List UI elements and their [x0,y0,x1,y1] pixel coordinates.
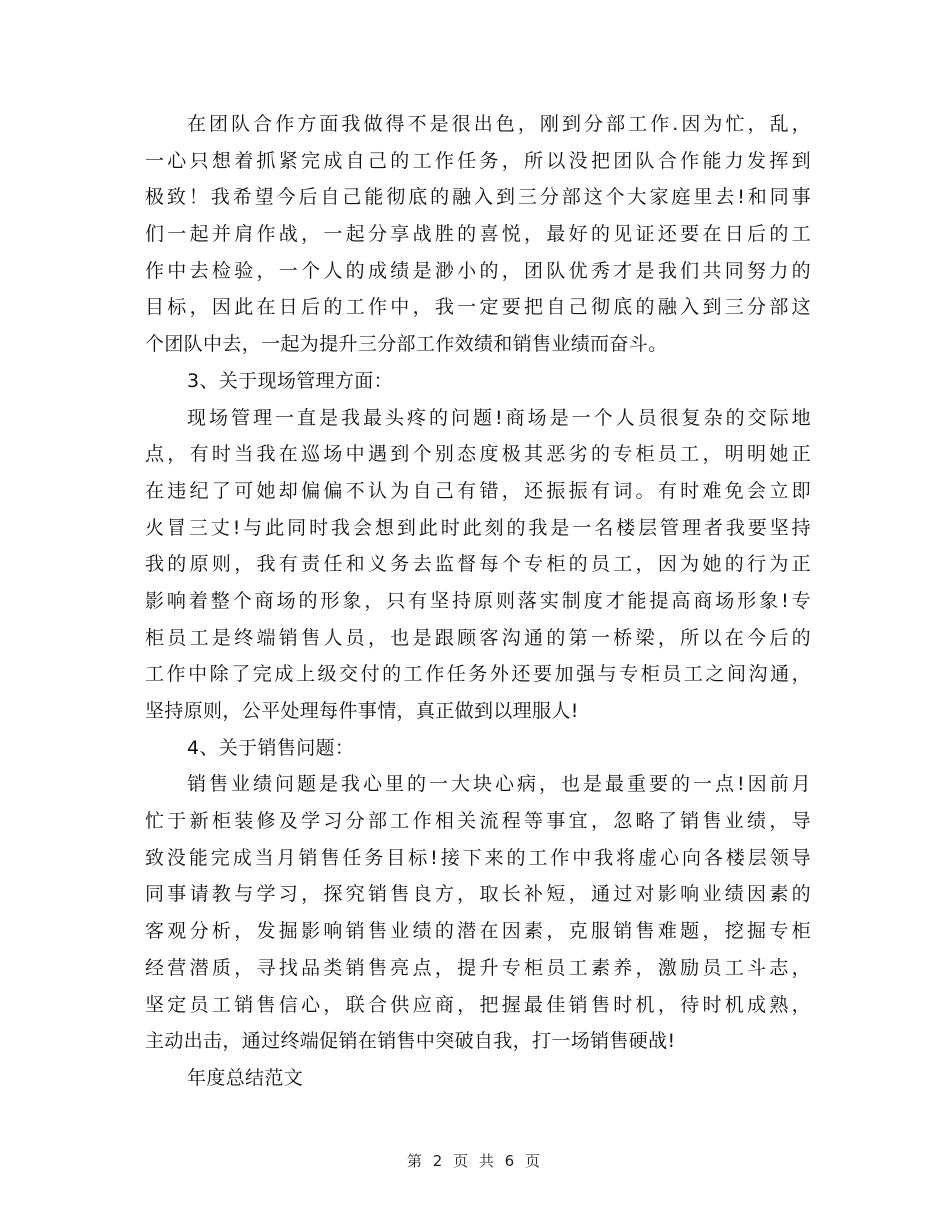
text-line: 客观分析，发掘影响销售业绩的潜在因素，克服销售难题，挖掘专柜 [145,920,811,943]
text-line: 坚持原则，公平处理每件事情，真正做到以理服人! [145,700,579,722]
text-line: 我的原则，我有责任和义务去监督每个专柜的员工，因为她的行为正 [145,553,811,576]
text-line: 3、关于现场管理方面： [187,369,393,392]
text-line: 年度总结范文 [187,1066,304,1089]
text-line: 现场管理一直是我最头疼的问题!商场是一个人员很复杂的交际地 [187,406,811,429]
text-line: 影响着整个商场的形象，只有坚持原则落实制度才能提高商场形象!专 [145,589,811,612]
text-line: 同事请教与学习，探究销售良方，取长补短，通过对影响业绩因素的 [145,883,811,906]
text-line: 极致！我希望今后自己能彻底的融入到三分部这个大家庭里去!和同事 [145,186,811,209]
text-line: 火冒三丈!与此同时我会想到此时此刻的我是一名楼层管理者我要坚持 [145,516,811,539]
text-line: 一心只想着抓紧完成自己的工作任务，所以没把团队合作能力发挥到 [145,149,811,172]
text-line: 销售业绩问题是我心里的一大块心病，也是最重要的一点!因前月 [187,773,811,796]
text-line: 经营潜质，寻找品类销售亮点，提升专柜员工素养，激励员工斗志， [145,956,811,979]
document-body [145,106,811,1097]
text-line: 柜员工是终端销售人员，也是跟顾客沟通的第一桥梁，所以在今后的 [145,626,811,649]
text-line: 致没能完成当月销售任务目标!接下来的工作中我将虚心向各楼层领导 [145,846,811,869]
text-line: 4、关于销售问题： [187,736,355,759]
text-line: 个团队中去，一起为提升三分部工作效绩和销售业绩而奋斗。 [145,333,668,356]
text-line: 工作中除了完成上级交付的工作任务外还要加强与专柜员工之间沟通， [145,663,811,686]
page-footer: 第 2 页 共 6 页 [407,1152,543,1170]
text-line: 点，有时当我在巡场中遇到个别态度极其恶劣的专柜员工，明明她正 [145,443,811,466]
text-line: 坚定员工销售信心，联合供应商，把握最佳销售时机，待时机成熟， [145,993,811,1016]
text-line: 忙于新柜装修及学习分部工作相关流程等事宜，忽略了销售业绩，导 [145,810,811,833]
text-line: 们一起并肩作战，一起分享战胜的喜悦，最好的见证还要在日后的工 [145,223,811,246]
text-line: 在违纪了可她却偏偏不认为自己有错，还振振有词。有时难免会立即 [145,479,811,502]
text-line: 在团队合作方面我做得不是很出色，刚到分部工作.因为忙，乱， [187,113,811,135]
text-line: 主动出击，通过终端促销在销售中突破自我，打一场销售硬战! [145,1030,676,1053]
text-line: 作中去检验，一个人的成绩是渺小的，团队优秀才是我们共同努力的 [145,259,811,282]
text-line: 目标，因此在日后的工作中，我一定要把自己彻底的融入到三分部这 [145,296,811,319]
